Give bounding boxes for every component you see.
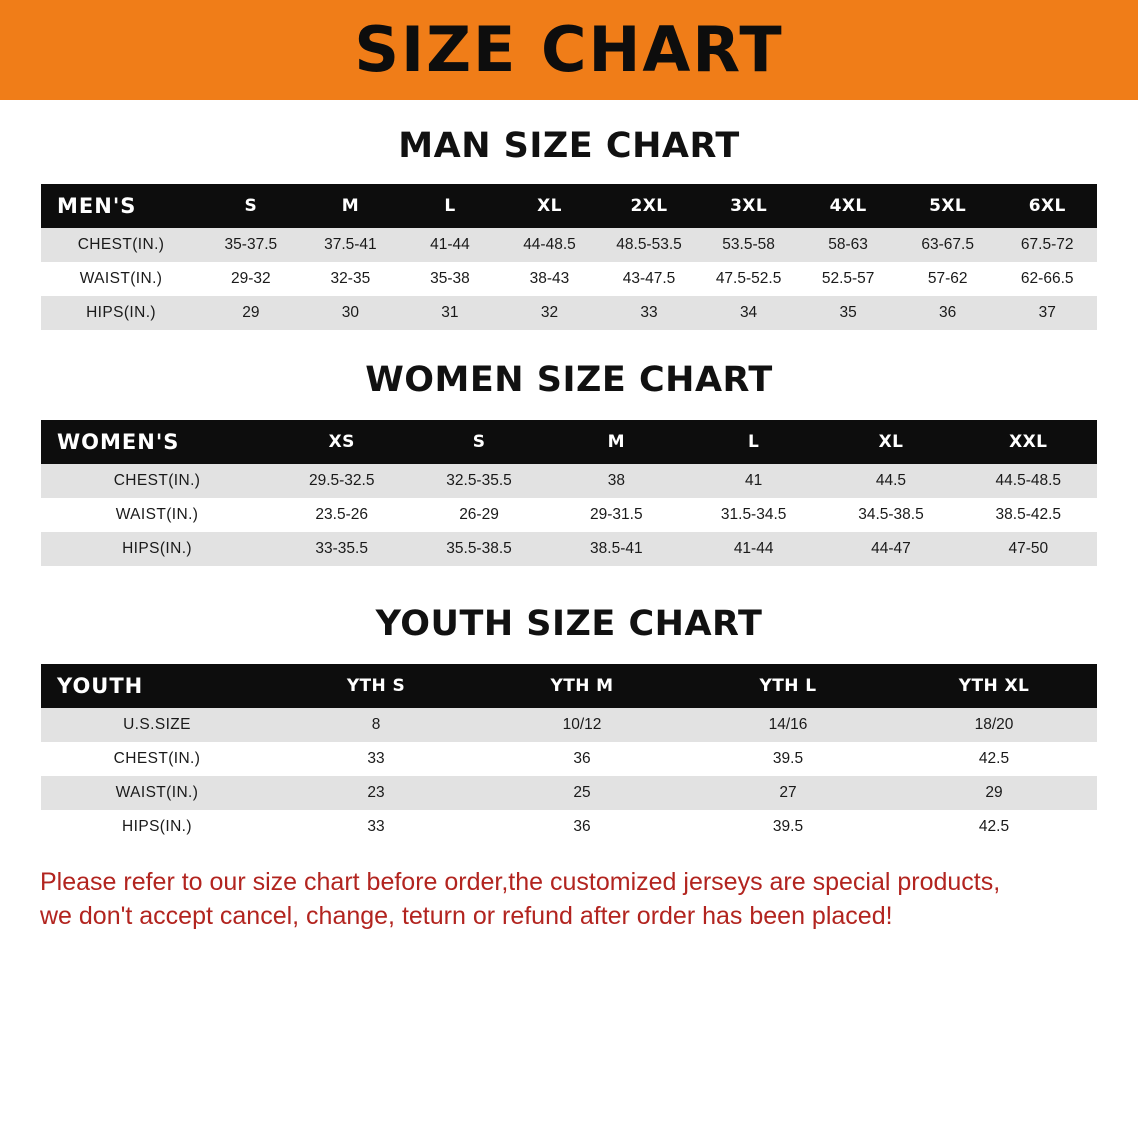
- row-label: WAIST(IN.): [41, 262, 201, 296]
- man-section-heading: MAN SIZE CHART: [398, 126, 740, 166]
- cell: 41: [685, 464, 822, 498]
- youth-table-head: [41, 664, 1097, 708]
- women-table-head: [41, 420, 1097, 464]
- cell: 32.5-35.5: [410, 464, 547, 498]
- row-label: HIPS(IN.): [41, 810, 273, 844]
- cell: 39.5: [685, 810, 891, 844]
- cell: 42.5: [891, 742, 1097, 776]
- cell: 52.5-57: [798, 262, 898, 296]
- cell: 29: [201, 296, 301, 330]
- man-table-body: [41, 228, 1097, 330]
- cell: 23: [273, 776, 479, 810]
- policy-note-line-2: we don't accept cancel, change, teturn or refund after order has been placed!: [40, 901, 893, 930]
- cell: 39.5: [685, 742, 891, 776]
- cell: 32: [500, 296, 600, 330]
- cell: 14/16: [685, 708, 891, 742]
- cell: 35.5-38.5: [410, 532, 547, 566]
- man-size-table: [41, 184, 1097, 330]
- row-label: HIPS(IN.): [41, 296, 201, 330]
- policy-note-line-1: Please refer to our size chart before order,the customized jerseys are special products,: [40, 868, 1001, 896]
- man-size-header: S: [201, 184, 301, 228]
- cell: 44-48.5: [500, 228, 600, 262]
- row-label: CHEST(IN.): [41, 228, 201, 262]
- cell: 29-32: [201, 262, 301, 296]
- row-label: CHEST(IN.): [41, 464, 273, 498]
- table-header-row: [41, 184, 1097, 228]
- row-label: CHEST(IN.): [41, 742, 273, 776]
- cell: 29-31.5: [548, 498, 685, 532]
- row-label: HIPS(IN.): [41, 532, 273, 566]
- table-row: [41, 296, 1097, 330]
- cell: 29: [891, 776, 1097, 810]
- cell: 25: [479, 776, 685, 810]
- youth-size-table: [41, 664, 1097, 844]
- man-size-header: 2XL: [599, 184, 699, 228]
- man-table-wrap: [41, 184, 1097, 330]
- cell: 32-35: [301, 262, 401, 296]
- cell: 10/12: [479, 708, 685, 742]
- women-size-header: L: [685, 420, 822, 464]
- women-size-header: XXL: [960, 420, 1097, 464]
- cell: 53.5-58: [699, 228, 799, 262]
- table-row: [41, 228, 1097, 262]
- cell: 35-37.5: [201, 228, 301, 262]
- women-size-header: M: [548, 420, 685, 464]
- cell: 30: [301, 296, 401, 330]
- women-header-label: WOMEN'S: [41, 420, 273, 464]
- women-table-wrap: [41, 420, 1097, 566]
- youth-size-header: YTH XL: [891, 664, 1097, 708]
- youth-size-header: YTH S: [273, 664, 479, 708]
- cell: 37.5-41: [301, 228, 401, 262]
- page-banner: [0, 0, 1138, 100]
- cell: 38.5-42.5: [960, 498, 1097, 532]
- table-row: [41, 742, 1097, 776]
- cell: 8: [273, 708, 479, 742]
- man-size-header: M: [301, 184, 401, 228]
- row-label: WAIST(IN.): [41, 776, 273, 810]
- cell: 36: [479, 810, 685, 844]
- cell: 38-43: [500, 262, 600, 296]
- youth-table-body: [41, 708, 1097, 844]
- cell: 43-47.5: [599, 262, 699, 296]
- table-row: [41, 532, 1097, 566]
- man-size-header: L: [400, 184, 500, 228]
- youth-table-wrap: [41, 664, 1097, 844]
- man-table-head: [41, 184, 1097, 228]
- cell: 31: [400, 296, 500, 330]
- table-row: [41, 708, 1097, 742]
- women-size-header: XL: [822, 420, 959, 464]
- cell: 41-44: [685, 532, 822, 566]
- cell: 34.5-38.5: [822, 498, 959, 532]
- page-title: SIZE CHART: [354, 13, 784, 86]
- table-row: [41, 464, 1097, 498]
- women-size-table: [41, 420, 1097, 566]
- cell: 35: [798, 296, 898, 330]
- cell: 35-38: [400, 262, 500, 296]
- youth-header-label: YOUTH: [41, 664, 273, 708]
- cell: 33: [599, 296, 699, 330]
- man-size-header: 4XL: [798, 184, 898, 228]
- cell: 33: [273, 810, 479, 844]
- row-label: U.S.SIZE: [41, 708, 273, 742]
- cell: 33: [273, 742, 479, 776]
- cell: 36: [479, 742, 685, 776]
- cell: 38.5-41: [548, 532, 685, 566]
- table-row: [41, 498, 1097, 532]
- table-row: [41, 776, 1097, 810]
- youth-section-heading: YOUTH SIZE CHART: [375, 604, 763, 644]
- man-header-label: MEN'S: [41, 184, 201, 228]
- women-size-header: S: [410, 420, 547, 464]
- cell: 63-67.5: [898, 228, 998, 262]
- cell: 44.5-48.5: [960, 464, 1097, 498]
- cell: 44-47: [822, 532, 959, 566]
- women-size-header: XS: [273, 420, 410, 464]
- cell: 47-50: [960, 532, 1097, 566]
- cell: 44.5: [822, 464, 959, 498]
- cell: 67.5-72: [997, 228, 1097, 262]
- man-size-header: 5XL: [898, 184, 998, 228]
- cell: 18/20: [891, 708, 1097, 742]
- man-size-header: 3XL: [699, 184, 799, 228]
- cell: 42.5: [891, 810, 1097, 844]
- cell: 47.5-52.5: [699, 262, 799, 296]
- cell: 37: [997, 296, 1097, 330]
- cell: 33-35.5: [273, 532, 410, 566]
- row-label: WAIST(IN.): [41, 498, 273, 532]
- table-header-row: [41, 664, 1097, 708]
- table-row: [41, 810, 1097, 844]
- youth-size-header: YTH L: [685, 664, 891, 708]
- man-size-header: 6XL: [997, 184, 1097, 228]
- women-table-body: [41, 464, 1097, 566]
- cell: 36: [898, 296, 998, 330]
- youth-size-header: YTH M: [479, 664, 685, 708]
- table-row: [41, 262, 1097, 296]
- table-header-row: [41, 420, 1097, 464]
- cell: 29.5-32.5: [273, 464, 410, 498]
- women-section-heading: WOMEN SIZE CHART: [365, 360, 773, 400]
- cell: 38: [548, 464, 685, 498]
- cell: 41-44: [400, 228, 500, 262]
- man-size-header: XL: [500, 184, 600, 228]
- cell: 26-29: [410, 498, 547, 532]
- cell: 27: [685, 776, 891, 810]
- cell: 58-63: [798, 228, 898, 262]
- policy-note: [40, 866, 1098, 934]
- cell: 23.5-26: [273, 498, 410, 532]
- cell: 62-66.5: [997, 262, 1097, 296]
- cell: 31.5-34.5: [685, 498, 822, 532]
- cell: 48.5-53.5: [599, 228, 699, 262]
- cell: 57-62: [898, 262, 998, 296]
- cell: 34: [699, 296, 799, 330]
